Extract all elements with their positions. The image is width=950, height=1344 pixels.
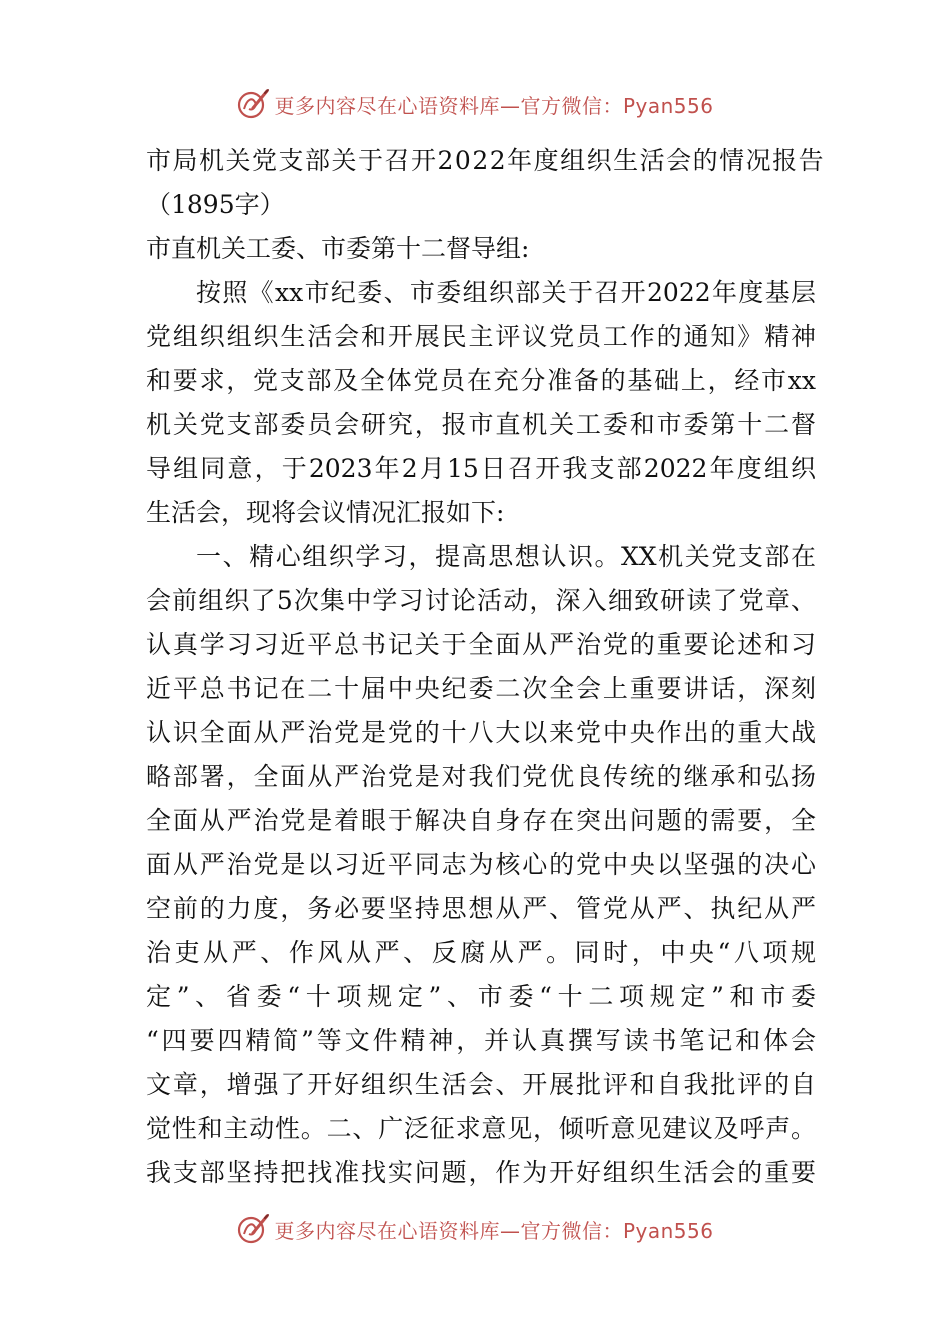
- text-line: 空前的力度，务必要坚持思想从严、管党从严、执纪从严: [146, 894, 816, 923]
- text-line: 党组织组织生活会和开展民主评议党员工作的通知》精神: [146, 322, 816, 351]
- text-line: 按照《xx市纪委、市委组织部关于召开2022年度基层: [196, 278, 816, 307]
- text-line: 面从严治党是以习近平同志为核心的党中央以坚强的决心: [146, 850, 816, 879]
- text-line: 认识全面从严治党是党的十八大以来党中央作出的重大战: [146, 718, 816, 747]
- text-line: （1895字）: [146, 190, 285, 219]
- text-line: 觉性和主动性。二、广泛征求意见，倾听意见建议及呼声。: [146, 1114, 816, 1143]
- text-line: 和要求，党支部及全体党员在充分准备的基础上，经市xx: [146, 366, 816, 395]
- text-line: 文章，增强了开好组织生活会、开展批评和自我批评的自: [146, 1070, 816, 1099]
- text-line: 定”、省委“十项规定”、市委“十二项规定”和市委: [146, 982, 816, 1011]
- text-line: 认真学习习近平总书记关于全面从严治党的重要论述和习: [146, 630, 816, 659]
- text-line: 治吏从严、作风从严、反腐从严。同时，中央“八项规: [146, 938, 816, 967]
- text-line: 全面从严治党是着眼于解决自身存在突出问题的需要，全: [146, 806, 816, 835]
- text-line: 我支部坚持把找准找实问题，作为开好组织生活会的重要: [146, 1158, 816, 1187]
- text-line: 导组同意，于2023年2月15日召开我支部2022年度组织: [146, 454, 816, 483]
- text-line: 近平总书记在二十届中央纪委二次全会上重要讲话，深刻: [146, 674, 816, 703]
- text-line: 市直机关工委、市委第十二督导组:: [146, 234, 530, 263]
- watermark-banner-top: [0, 84, 950, 124]
- text-line: 会前组织了5次集中学习讨论活动，深入细致研读了党章、: [146, 586, 816, 615]
- text-line: 一、精心组织学习，提高思想认识。XX机关党支部在: [196, 542, 816, 571]
- document-body: [146, 139, 826, 1195]
- document-title-line: 市局机关党支部关于召开2022年度组织生活会的情况报告: [146, 146, 826, 175]
- text-line: 机关党支部委员会研究，报市直机关工委和市委第十二督: [146, 410, 816, 439]
- watermark-banner-bottom: [0, 1209, 950, 1249]
- watermark-text: 更多内容尽在心语资料库—官方微信：Pyan556: [274, 93, 714, 118]
- text-line: “四要四精简”等文件精神，并认真撰写读书笔记和体会: [146, 1026, 816, 1055]
- signature-pen-logo-icon: [236, 1212, 270, 1246]
- text-line: 生活会，现将会议情况汇报如下:: [146, 498, 505, 527]
- watermark-text: 更多内容尽在心语资料库—官方微信：Pyan556: [274, 1218, 714, 1243]
- signature-pen-logo-icon: [236, 87, 270, 121]
- text-line: 略部署，全面从严治党是对我们党优良传统的继承和弘扬: [146, 762, 816, 791]
